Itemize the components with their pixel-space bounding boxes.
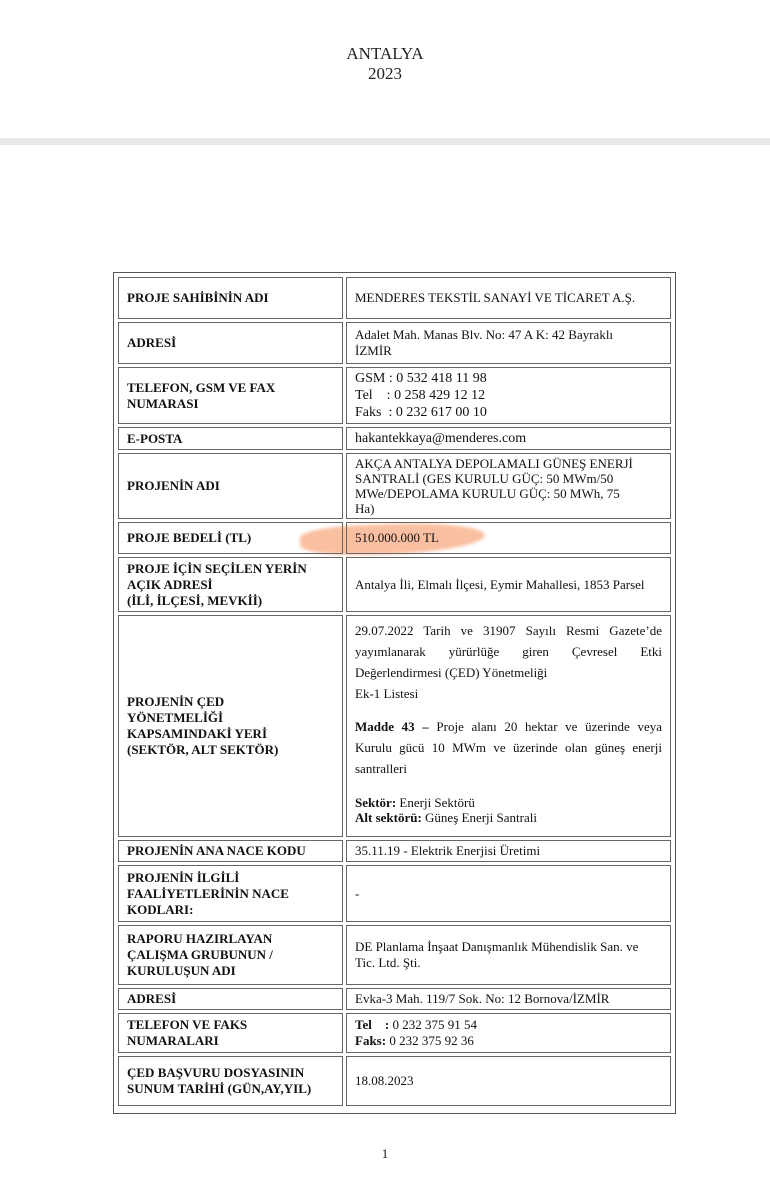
subsector-value: Güneş Enerji Santrali xyxy=(421,810,537,825)
owner-value: MENDERES TEKSTİL SANAYİ VE TİCARET A.Ş. xyxy=(346,277,671,319)
ced-label-line: PROJENİN ÇED xyxy=(127,694,225,709)
preparer-address-label: ADRESİ xyxy=(118,988,343,1010)
related-nace-label xyxy=(118,865,343,922)
ced-regulation-text: 29.07.2022 Tarih ve 31907 Sayılı Resmi Gazete’de yayımlanarak yürürlüğe giren Çevresel Etki Değerlendirmesi (ÇED) Yönetmeliği xyxy=(355,623,662,680)
submission-label xyxy=(118,1056,343,1106)
project-name-line: Ha) xyxy=(355,501,375,516)
preparer-tel-label: Tel : xyxy=(355,1017,390,1032)
related-nace-value: - xyxy=(346,865,671,922)
tel-number: Tel : 0 258 429 12 12 xyxy=(355,388,486,403)
phone-value xyxy=(346,367,671,424)
preparer-address-value: Evka-3 Mah. 119/7 Sok. No: 12 Bornova/İZMİR xyxy=(346,988,671,1010)
fax-number: Faks : 0 232 617 00 10 xyxy=(355,405,487,420)
row-ced xyxy=(118,615,671,837)
project-name-value xyxy=(346,453,671,519)
preparer-label-line: KURULUŞUN ADI xyxy=(127,963,236,978)
email-value: hakantekkaya@menderes.com xyxy=(346,427,671,450)
submission-label-line: SUNUM TARİHİ (GÜN,AY,YIL) xyxy=(127,1081,312,1096)
row-location xyxy=(118,557,671,612)
row-cost xyxy=(118,522,671,554)
preparer-phone-label-line: NUMARALARI xyxy=(127,1033,219,1048)
ced-value xyxy=(346,615,671,837)
preparer-fax-label: Faks: xyxy=(355,1033,387,1048)
document-header xyxy=(0,44,770,84)
page-number: 1 xyxy=(381,1146,389,1161)
ced-subsector xyxy=(355,810,662,825)
ced-article-number: Madde 43 – xyxy=(355,719,429,734)
row-owner xyxy=(118,277,671,319)
related-nace-label-line: PROJENİN İLGİLİ xyxy=(127,869,240,885)
project-name-label: PROJENİN ADI xyxy=(118,453,343,519)
gsm-number: GSM : 0 532 418 11 98 xyxy=(355,371,487,386)
preparer-tel xyxy=(355,1017,662,1033)
preparer-tel-number: 0 232 375 91 54 xyxy=(389,1017,477,1032)
location-value: Antalya İli, Elmalı İlçesi, Eymir Mahallesi, 1853 Parsel xyxy=(346,557,671,612)
row-nace xyxy=(118,840,671,862)
preparer-label-line: RAPORU HAZIRLAYAN xyxy=(127,931,273,946)
email-label: E-POSTA xyxy=(118,427,343,450)
address-line: Adalet Mah. Manas Blv. No: 47 A K: 42 Bayraklı xyxy=(355,327,614,342)
preparer-fax-number: 0 232 375 92 36 xyxy=(386,1033,474,1048)
ced-label-line: (SEKTÖR, ALT SEKTÖR) xyxy=(127,742,279,757)
address-line: İZMİR xyxy=(355,343,392,358)
address-value xyxy=(346,322,671,364)
preparer-phone-value xyxy=(346,1013,671,1053)
ced-label-line: YÖNETMELİĞİ xyxy=(127,710,224,725)
nace-label: PROJENİN ANA NACE KODU xyxy=(118,840,343,862)
cost-value: 510.000.000 TL xyxy=(346,522,671,554)
preparer-label-line: ÇALIŞMA GRUBUNUN / xyxy=(127,947,273,962)
preparer-line: DE Planlama İnşaat Danışmanlık Mühendislik San. ve xyxy=(355,939,639,954)
project-name-line: SANTRALİ (GES KURULU GÜÇ: 50 MWm/50 xyxy=(355,471,614,486)
preparer-value xyxy=(346,925,671,985)
row-related-nace xyxy=(118,865,671,922)
location-label-line: PROJE İÇİN SEÇİLEN YERİN xyxy=(127,560,307,576)
ced-list: Ek-1 Listesi xyxy=(355,686,419,701)
location-label xyxy=(118,557,343,612)
row-address xyxy=(118,322,671,364)
related-nace-label-line: FAALİYETLERİNİN NACE xyxy=(127,885,289,901)
header-city: ANTALYA xyxy=(346,44,424,63)
row-preparer xyxy=(118,925,671,985)
owner-label: PROJE SAHİBİNİN ADI xyxy=(118,277,343,319)
row-preparer-phone xyxy=(118,1013,671,1053)
row-project-name xyxy=(118,453,671,519)
submission-label-line: ÇED BAŞVURU DOSYASININ xyxy=(127,1065,305,1080)
address-label: ADRESİ xyxy=(118,322,343,364)
header-year: 2023 xyxy=(368,64,402,83)
ced-label-line: KAPSAMINDAKİ YERİ xyxy=(127,726,267,741)
row-preparer-address xyxy=(118,988,671,1010)
project-info-table xyxy=(115,274,674,1109)
preparer-label xyxy=(118,925,343,985)
row-submission xyxy=(118,1056,671,1106)
nace-value: 35.11.19 - Elektrik Enerjisi Üretimi xyxy=(346,840,671,862)
location-label-line: (İLİ, İLÇESİ, MEVKİİ) xyxy=(127,592,263,608)
row-email xyxy=(118,427,671,450)
project-name-line: AKÇA ANTALYA DEPOLAMALI GÜNEŞ ENERJİ xyxy=(355,456,633,471)
project-name-line: MWe/DEPOLAMA KURULU GÜÇ: 50 MWh, 75 xyxy=(355,486,620,501)
preparer-line: Tic. Ltd. Şti. xyxy=(355,955,421,970)
page-separator xyxy=(0,138,770,145)
preparer-phone-label xyxy=(118,1013,343,1053)
phone-label: TELEFON, GSM VE FAX NUMARASI xyxy=(118,367,343,424)
preparer-phone-label-line: TELEFON VE FAKS xyxy=(127,1017,248,1032)
ced-label xyxy=(118,615,343,837)
ced-sector xyxy=(355,795,662,810)
related-nace-label-line: KODLARI: xyxy=(127,901,194,917)
row-phone xyxy=(118,367,671,424)
cost-label: PROJE BEDELİ (TL) xyxy=(118,522,343,554)
location-label-line: AÇIK ADRESİ xyxy=(127,576,213,592)
sector-value: Enerji Sektörü xyxy=(396,795,475,810)
submission-value: 18.08.2023 xyxy=(346,1056,671,1106)
sector-label: Sektör: xyxy=(355,795,397,810)
preparer-fax xyxy=(355,1033,662,1049)
ced-article-text: Proje alanı 20 hektar ve üzerinde veya Kurulu gücü 10 MWm ve üzerinde olan güneş enerji santralleri xyxy=(355,719,663,776)
ced-article xyxy=(355,716,662,779)
subsector-label: Alt sektörü: xyxy=(355,810,422,825)
